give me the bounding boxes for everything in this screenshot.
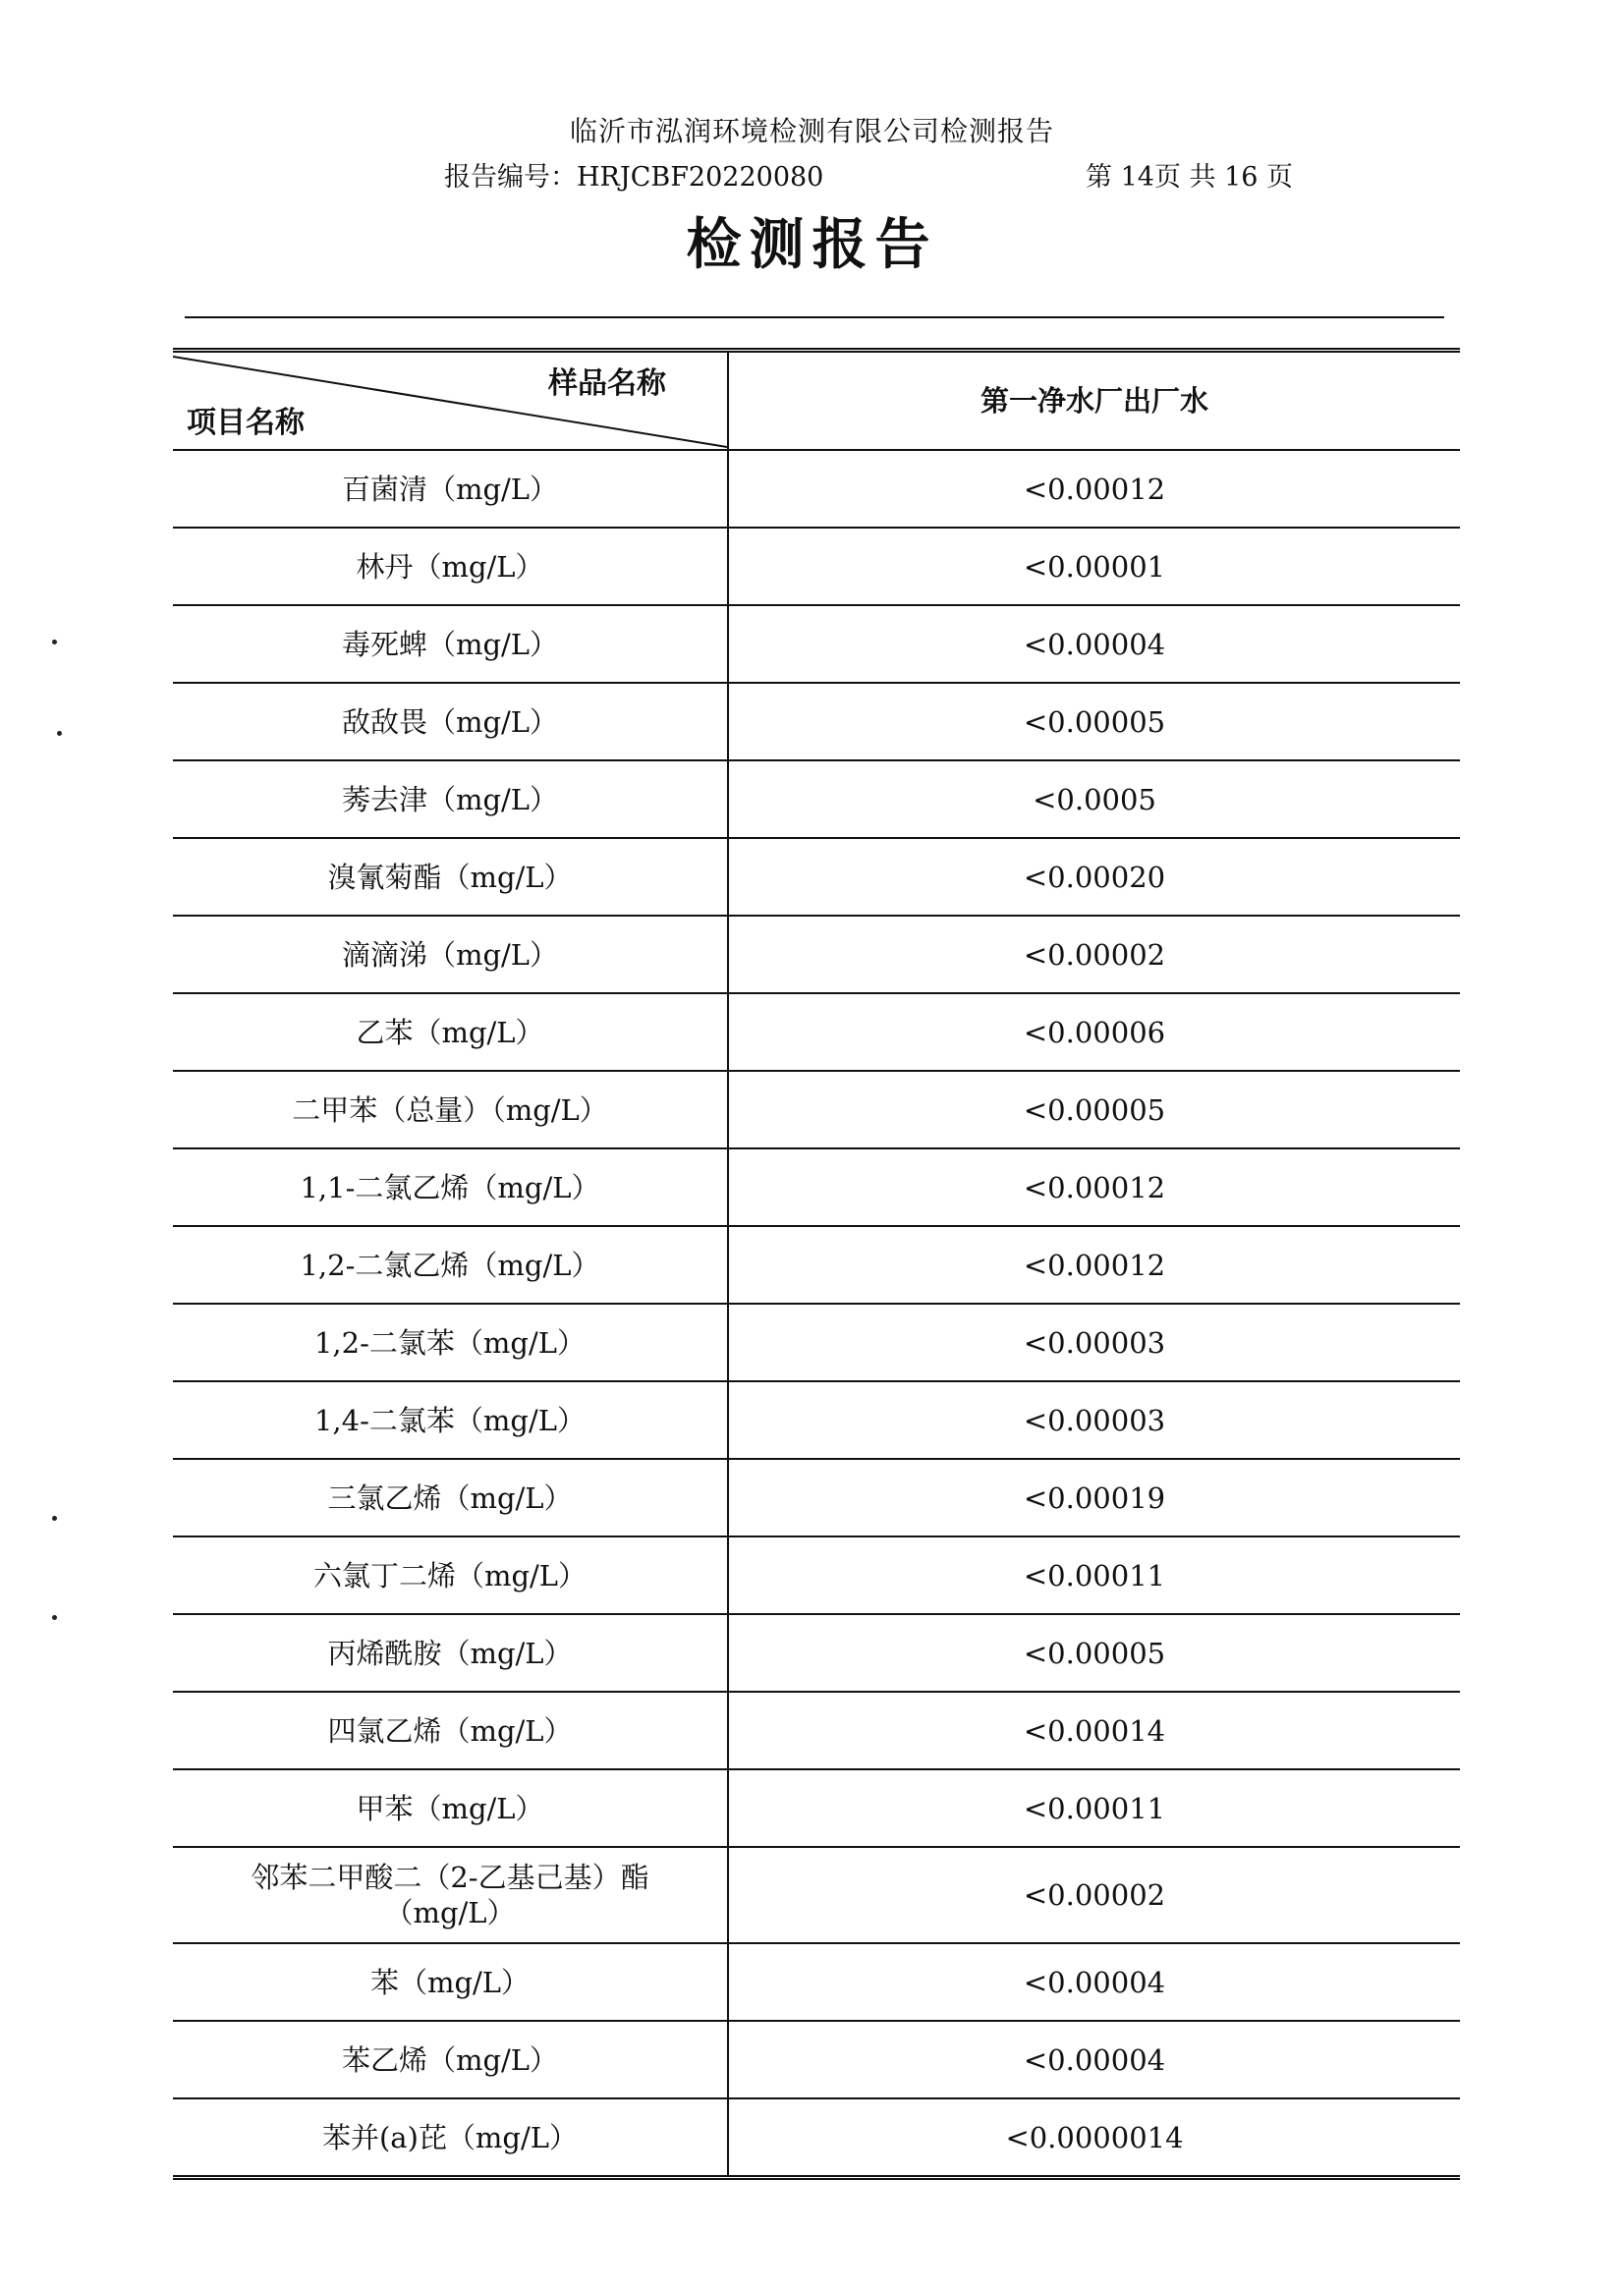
item-name-cell: 毒死蜱（mg/L） [173, 605, 728, 683]
value-cell: <0.00012 [728, 1148, 1460, 1226]
item-name-cell: 溴氰菊酯（mg/L） [173, 838, 728, 916]
table-row [173, 1148, 1460, 1226]
value-cell: <0.00005 [728, 1614, 1460, 1692]
table-row [173, 1847, 1460, 1943]
item-name-cell: 滴滴涕（mg/L） [173, 916, 728, 993]
table-header-row [173, 351, 1460, 451]
table-row [173, 1381, 1460, 1459]
report-meta [0, 155, 1624, 191]
table-row [173, 605, 1460, 683]
company-header: 临沂市泓润环境检测有限公司检测报告 [569, 115, 1054, 147]
table-row [173, 1536, 1460, 1614]
value-cell: <0.00012 [728, 1226, 1460, 1304]
item-name-cell: 丙烯酰胺（mg/L） [173, 1614, 728, 1692]
value-cell: <0.00004 [728, 1943, 1460, 2021]
item-name-cell: 苯并(a)芘（mg/L） [173, 2098, 728, 2178]
value-cell: <0.00006 [728, 993, 1460, 1071]
table-row [173, 1769, 1460, 1847]
table-row [173, 528, 1460, 605]
table-row [173, 1614, 1460, 1692]
table-row [173, 760, 1460, 838]
page-info: 第 14页 共 16 页 [1086, 162, 1294, 193]
table-row [173, 1304, 1460, 1381]
value-cell: <0.00004 [728, 2021, 1460, 2098]
item-name-cell: 百菌清（mg/L） [173, 450, 728, 528]
item-name-cell: 邻苯二甲酸二（2-乙基己基）酯（mg/L） [173, 1847, 728, 1943]
value-cell: <0.00012 [728, 450, 1460, 528]
table-row [173, 1459, 1460, 1536]
value-cell: <0.00020 [728, 838, 1460, 916]
header-sample-label: 样品名称 [548, 366, 666, 401]
header-item-label: 项目名称 [187, 406, 305, 440]
value-cell: <0.00001 [728, 528, 1460, 605]
value-cell: <0.00003 [728, 1381, 1460, 1459]
value-cell: <0.0000014 [728, 2098, 1460, 2178]
item-name-cell: 四氯乙烯（mg/L） [173, 1692, 728, 1769]
table-row [173, 450, 1460, 528]
value-cell: <0.00005 [728, 683, 1460, 760]
value-cell: <0.00004 [728, 605, 1460, 683]
results-table [173, 348, 1460, 2180]
table-row [173, 1692, 1460, 1769]
scan-speck [52, 1516, 57, 1521]
value-cell: <0.0005 [728, 760, 1460, 838]
item-name-cell: 六氯丁二烯（mg/L） [173, 1536, 728, 1614]
value-cell: <0.00014 [728, 1692, 1460, 1769]
table-row [173, 1071, 1460, 1148]
item-name-cell: 三氯乙烯（mg/L） [173, 1459, 728, 1536]
value-cell: <0.00011 [728, 1536, 1460, 1614]
item-name-cell: 林丹（mg/L） [173, 528, 728, 605]
item-name-cell: 敌敌畏（mg/L） [173, 683, 728, 760]
table-row [173, 1943, 1460, 2021]
item-name-cell: 1,1-二氯乙烯（mg/L） [173, 1148, 728, 1226]
table-row [173, 1226, 1460, 1304]
header-rule [185, 316, 1444, 318]
item-name-cell: 甲苯（mg/L） [173, 1769, 728, 1847]
value-cell: <0.00002 [728, 916, 1460, 993]
value-cell: <0.00011 [728, 1769, 1460, 1847]
item-name-cell: 二甲苯（总量）（mg/L） [173, 1071, 728, 1148]
table-row [173, 2098, 1460, 2178]
table-row [173, 838, 1460, 916]
scan-speck [57, 731, 62, 736]
item-name-cell: 1,2-二氯乙烯（mg/L） [173, 1226, 728, 1304]
value-cell: <0.00005 [728, 1071, 1460, 1148]
item-name-cell: 1,2-二氯苯（mg/L） [173, 1304, 728, 1381]
document-title: 检测报告 [686, 213, 938, 277]
scan-speck [52, 640, 57, 644]
table-row [173, 2021, 1460, 2098]
item-name-cell: 乙苯（mg/L） [173, 993, 728, 1071]
table-row [173, 683, 1460, 760]
value-cell: <0.00003 [728, 1304, 1460, 1381]
value-cell: <0.00019 [728, 1459, 1460, 1536]
report-number: 报告编号：HRJCBF20220080 [444, 162, 824, 193]
item-name-cell: 苯乙烯（mg/L） [173, 2021, 728, 2098]
item-name-cell: 苯（mg/L） [173, 1943, 728, 2021]
table-row [173, 916, 1460, 993]
column-header: 第一净水厂出厂水 [728, 351, 1460, 451]
value-cell: <0.00002 [728, 1847, 1460, 1943]
table-row [173, 993, 1460, 1071]
item-name-cell: 1,4-二氯苯（mg/L） [173, 1381, 728, 1459]
item-name-cell: 莠去津（mg/L） [173, 760, 728, 838]
diagonal-header-cell [173, 351, 728, 451]
scan-speck [52, 1615, 57, 1620]
